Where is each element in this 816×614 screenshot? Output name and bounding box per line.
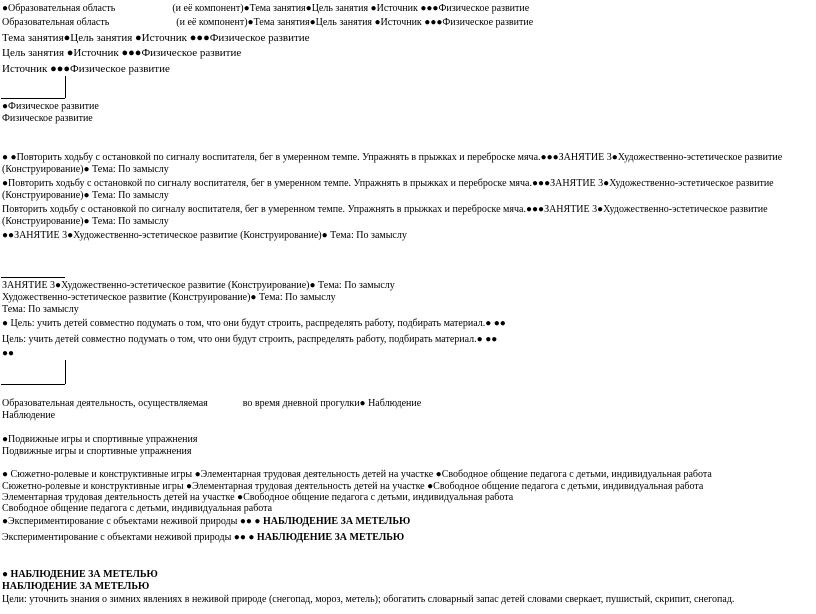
text-line: ●● <box>2 348 15 359</box>
text-fragment: во время дневной прогулки● Наблюдение <box>242 398 422 409</box>
text-line: Художественно-эстетическое развитие (Конструирование)● Тема: По замыслу <box>2 292 336 303</box>
text-line: ● НАБЛЮДЕНИЕ ЗА МЕТЕЛЬЮ <box>2 569 158 580</box>
text-line: ● Сюжетно-ролевые и конструктивные игры ●Элементарная трудовая деятельность детей на участке ●Свободное общение педагога с детьми, индивидуальная работа <box>2 469 712 480</box>
text-line: (Конструирование)● Тема: По замыслу <box>2 190 169 201</box>
text-line: Элементарная трудовая деятельность детей на участке ●Свободное общение педагога с детьми, индивидуальная работа <box>2 492 514 503</box>
text-line: Физическое развитие <box>2 113 93 124</box>
text-fragment: ● НАБЛЮДЕНИЕ ЗА МЕТЕЛЬЮ <box>248 532 405 543</box>
text-fragment: Образовательная деятельность, осуществляемая <box>2 398 208 409</box>
text-line: Тема: По замыслу <box>2 304 79 315</box>
separator <box>65 360 66 384</box>
text-line: Тема занятия●Цель занятия ●Источник ●●●Физическое развитие <box>2 32 310 44</box>
text-line: Наблюдение <box>2 410 56 421</box>
text-fragment: ●Образовательная область <box>2 3 116 14</box>
text-line <box>2 17 533 29</box>
text-line: ●Подвижные игры и спортивные упражнения <box>2 434 198 445</box>
text-line: ●Повторить ходьбу с остановкой по сигналу воспитателя, бег в умеренном темпе. Упражнять в прыжках и переброске мяча.●●●ЗАНЯТИЕ 3●Художественно-эстетическое развитие <box>2 178 774 189</box>
text-line: Цель: учить детей совместно подумать о том, что они будут строить, распределять работу, подбирать материал.● ●● <box>2 334 498 345</box>
text-line: Свободное общение педагога с детьми, индивидуальная работа <box>2 503 273 514</box>
text-line: Цели: уточнить знания о зимних явлениях в неживой природе (снегопад, мороз, метель); обогатить словарный запас детей словами сверкает, пушистый, скрипит, снегопад. <box>2 594 735 605</box>
separator <box>1 277 65 278</box>
text-line: ● Цель: учить детей совместно подумать о том, что они будут строить, распределять работу, подбирать материал.● ●● <box>2 318 506 329</box>
text-line <box>2 398 421 410</box>
text-fragment: Экспериментирование с объектами неживой природы ●● <box>2 532 246 543</box>
text-line <box>2 532 404 544</box>
text-line: (Конструирование)● Тема: По замыслу <box>2 216 169 227</box>
text-line: ●●ЗАНЯТИЕ 3●Художественно-эстетическое развитие (Конструирование)● Тема: По замыслу <box>2 230 407 241</box>
text-fragment: (и её компонент)●Тема занятия●Цель занятия ●Источник ●●●Физическое развитие <box>176 17 534 28</box>
text-line <box>2 516 410 528</box>
text-line: НАБЛЮДЕНИЕ ЗА МЕТЕЛЬЮ <box>2 581 150 592</box>
separator <box>1 384 65 385</box>
text-line: ●Физическое развитие <box>2 101 99 112</box>
text-fragment: ●Экспериментирование с объектами неживой природы ●● <box>2 516 252 527</box>
text-line: (Конструирование)● Тема: По замыслу <box>2 164 169 175</box>
text-fragment: ● НАБЛЮДЕНИЕ ЗА МЕТЕЛЬЮ <box>254 516 411 527</box>
text-line: Цель занятия ●Источник ●●●Физическое развитие <box>2 47 242 59</box>
text-line: Источник ●●●Физическое развитие <box>2 63 170 75</box>
text-fragment: (и её компонент)●Тема занятия●Цель занятия ●Источник ●●●Физическое развитие <box>172 3 530 14</box>
separator <box>65 76 66 98</box>
text-fragment: Образовательная область <box>2 17 110 28</box>
text-line: Сюжетно-ролевые и конструктивные игры ●Элементарная трудовая деятельность детей на участке ●Свободное общение педагога с детьми, индивидуальная работа <box>2 481 704 492</box>
text-line: Повторить ходьбу с остановкой по сигналу воспитателя, бег в умеренном темпе. Упражнять в прыжках и переброске мяча.●●●ЗАНЯТИЕ 3●Художественно-эстетическое развитие <box>2 204 768 215</box>
separator <box>1 98 65 99</box>
text-line <box>2 3 529 15</box>
text-line: ● ●Повторить ходьбу с остановкой по сигналу воспитателя, бег в умеренном темпе. Упражнять в прыжках и переброске мяча.●●●ЗАНЯТИЕ 3●Художественно-эстетическое развитие <box>2 152 783 163</box>
text-line: ЗАНЯТИЕ 3●Художественно-эстетическое развитие (Конструирование)● Тема: По замыслу <box>2 280 395 291</box>
text-line: Подвижные игры и спортивные упражнения <box>2 446 192 457</box>
